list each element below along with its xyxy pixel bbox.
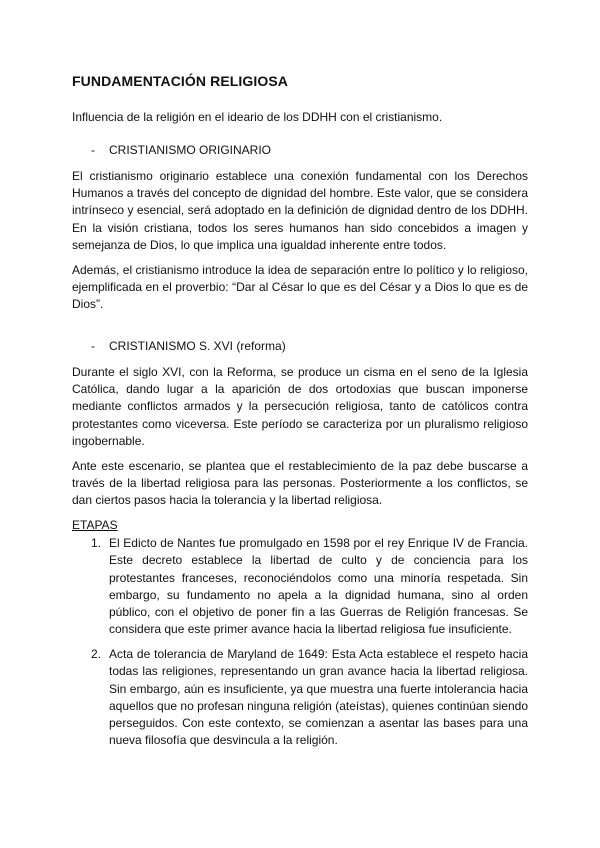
list-item-acta-maryland xyxy=(72,646,528,750)
etapas-heading: ETAPAS xyxy=(72,518,118,532)
paragraph-reforma: Durante el siglo XVI, con la Reforma, se produce un cisma en el seno de la Iglesia Católica, dando lugar a la aparición de dos ortodoxias que buscan imponerse mediante conflictos armados y la persecución religiosa, tanto de católicos contra protestantes como viceversa. Este período se caracteriza por un pluralismo religioso ingobernable. xyxy=(72,365,528,448)
document-subtitle: Influencia de la religión en el ideario de los DDHH con el cristianismo. xyxy=(72,110,443,124)
list-item-edicto-nantes xyxy=(72,535,528,639)
section-heading-cristianismo-originario xyxy=(91,143,271,157)
section-bullet: - xyxy=(91,143,95,157)
section-bullet: - xyxy=(91,339,95,353)
paragraph-separacion: Además, el cristianismo introduce la idea de separación entre lo político y lo religioso, ejemplificada en el proverbio: “Dar al César lo que es del César y a Dios lo que es de Dios”. xyxy=(72,263,528,312)
list-item-text: El Edicto de Nantes fue promulgado en 1598 por el rey Enrique IV de Francia. Este decreto establece la libertad de culto y de conciencia para los protestantes franceses, reconociéndolos como una minoría respetada. Sin embargo, su fundamento no apela a la dignidad humana, sino al orden público, con el objetivo de poner fin a las Guerras de Religión francesas. Se considera que este primer avance hacia la libertad religiosa fue insuficiente. xyxy=(109,536,528,637)
section-heading-cristianismo-xvi xyxy=(91,339,286,353)
section-heading-text: CRISTIANISMO ORIGINARIO xyxy=(109,143,272,157)
document-page xyxy=(72,0,528,848)
section-heading-text: CRISTIANISMO S. XVI (reforma) xyxy=(109,339,286,353)
paragraph-dignidad: El cristianismo originario establece una conexión fundamental con los Derechos Humanos a través del concepto de dignidad del hombre. Este valor, que se considera intrínseco y esencial, será adoptado en la definición de dignidad dentro de los DDHH. En la visión cristiana, todos los seres humanos han sido concebidos a imagen y semejanza de Dios, lo que implica una igualdad inherente entre todos. xyxy=(72,169,528,252)
list-item-number: 1. xyxy=(91,536,102,550)
document-title: FUNDAMENTACIÓN RELIGIOSA xyxy=(72,73,289,89)
list-item-number: 2. xyxy=(91,647,102,661)
list-item-text: Acta de tolerancia de Maryland de 1649: Esta Acta establece el respeto hacia todas las religiones, representando un gran avance hacia la libertad religiosa. Sin embargo, aún es insuficiente, ya que muestra una fuerte intolerancia hacia aquellos que no profesan ninguna religión (ateístas), quienes continúan siendo perseguidos. Con este contexto, se comienzan a asentar las bases para una nueva filosofía que desvincula a la religión. xyxy=(109,647,528,748)
paragraph-libertad: Ante este escenario, se plantea que el restablecimiento de la paz debe buscarse a través de la libertad religiosa para las personas. Posteriormente a los conflictos, se dan ciertos pasos hacia la tolerancia y la libertad religiosa. xyxy=(72,459,528,508)
